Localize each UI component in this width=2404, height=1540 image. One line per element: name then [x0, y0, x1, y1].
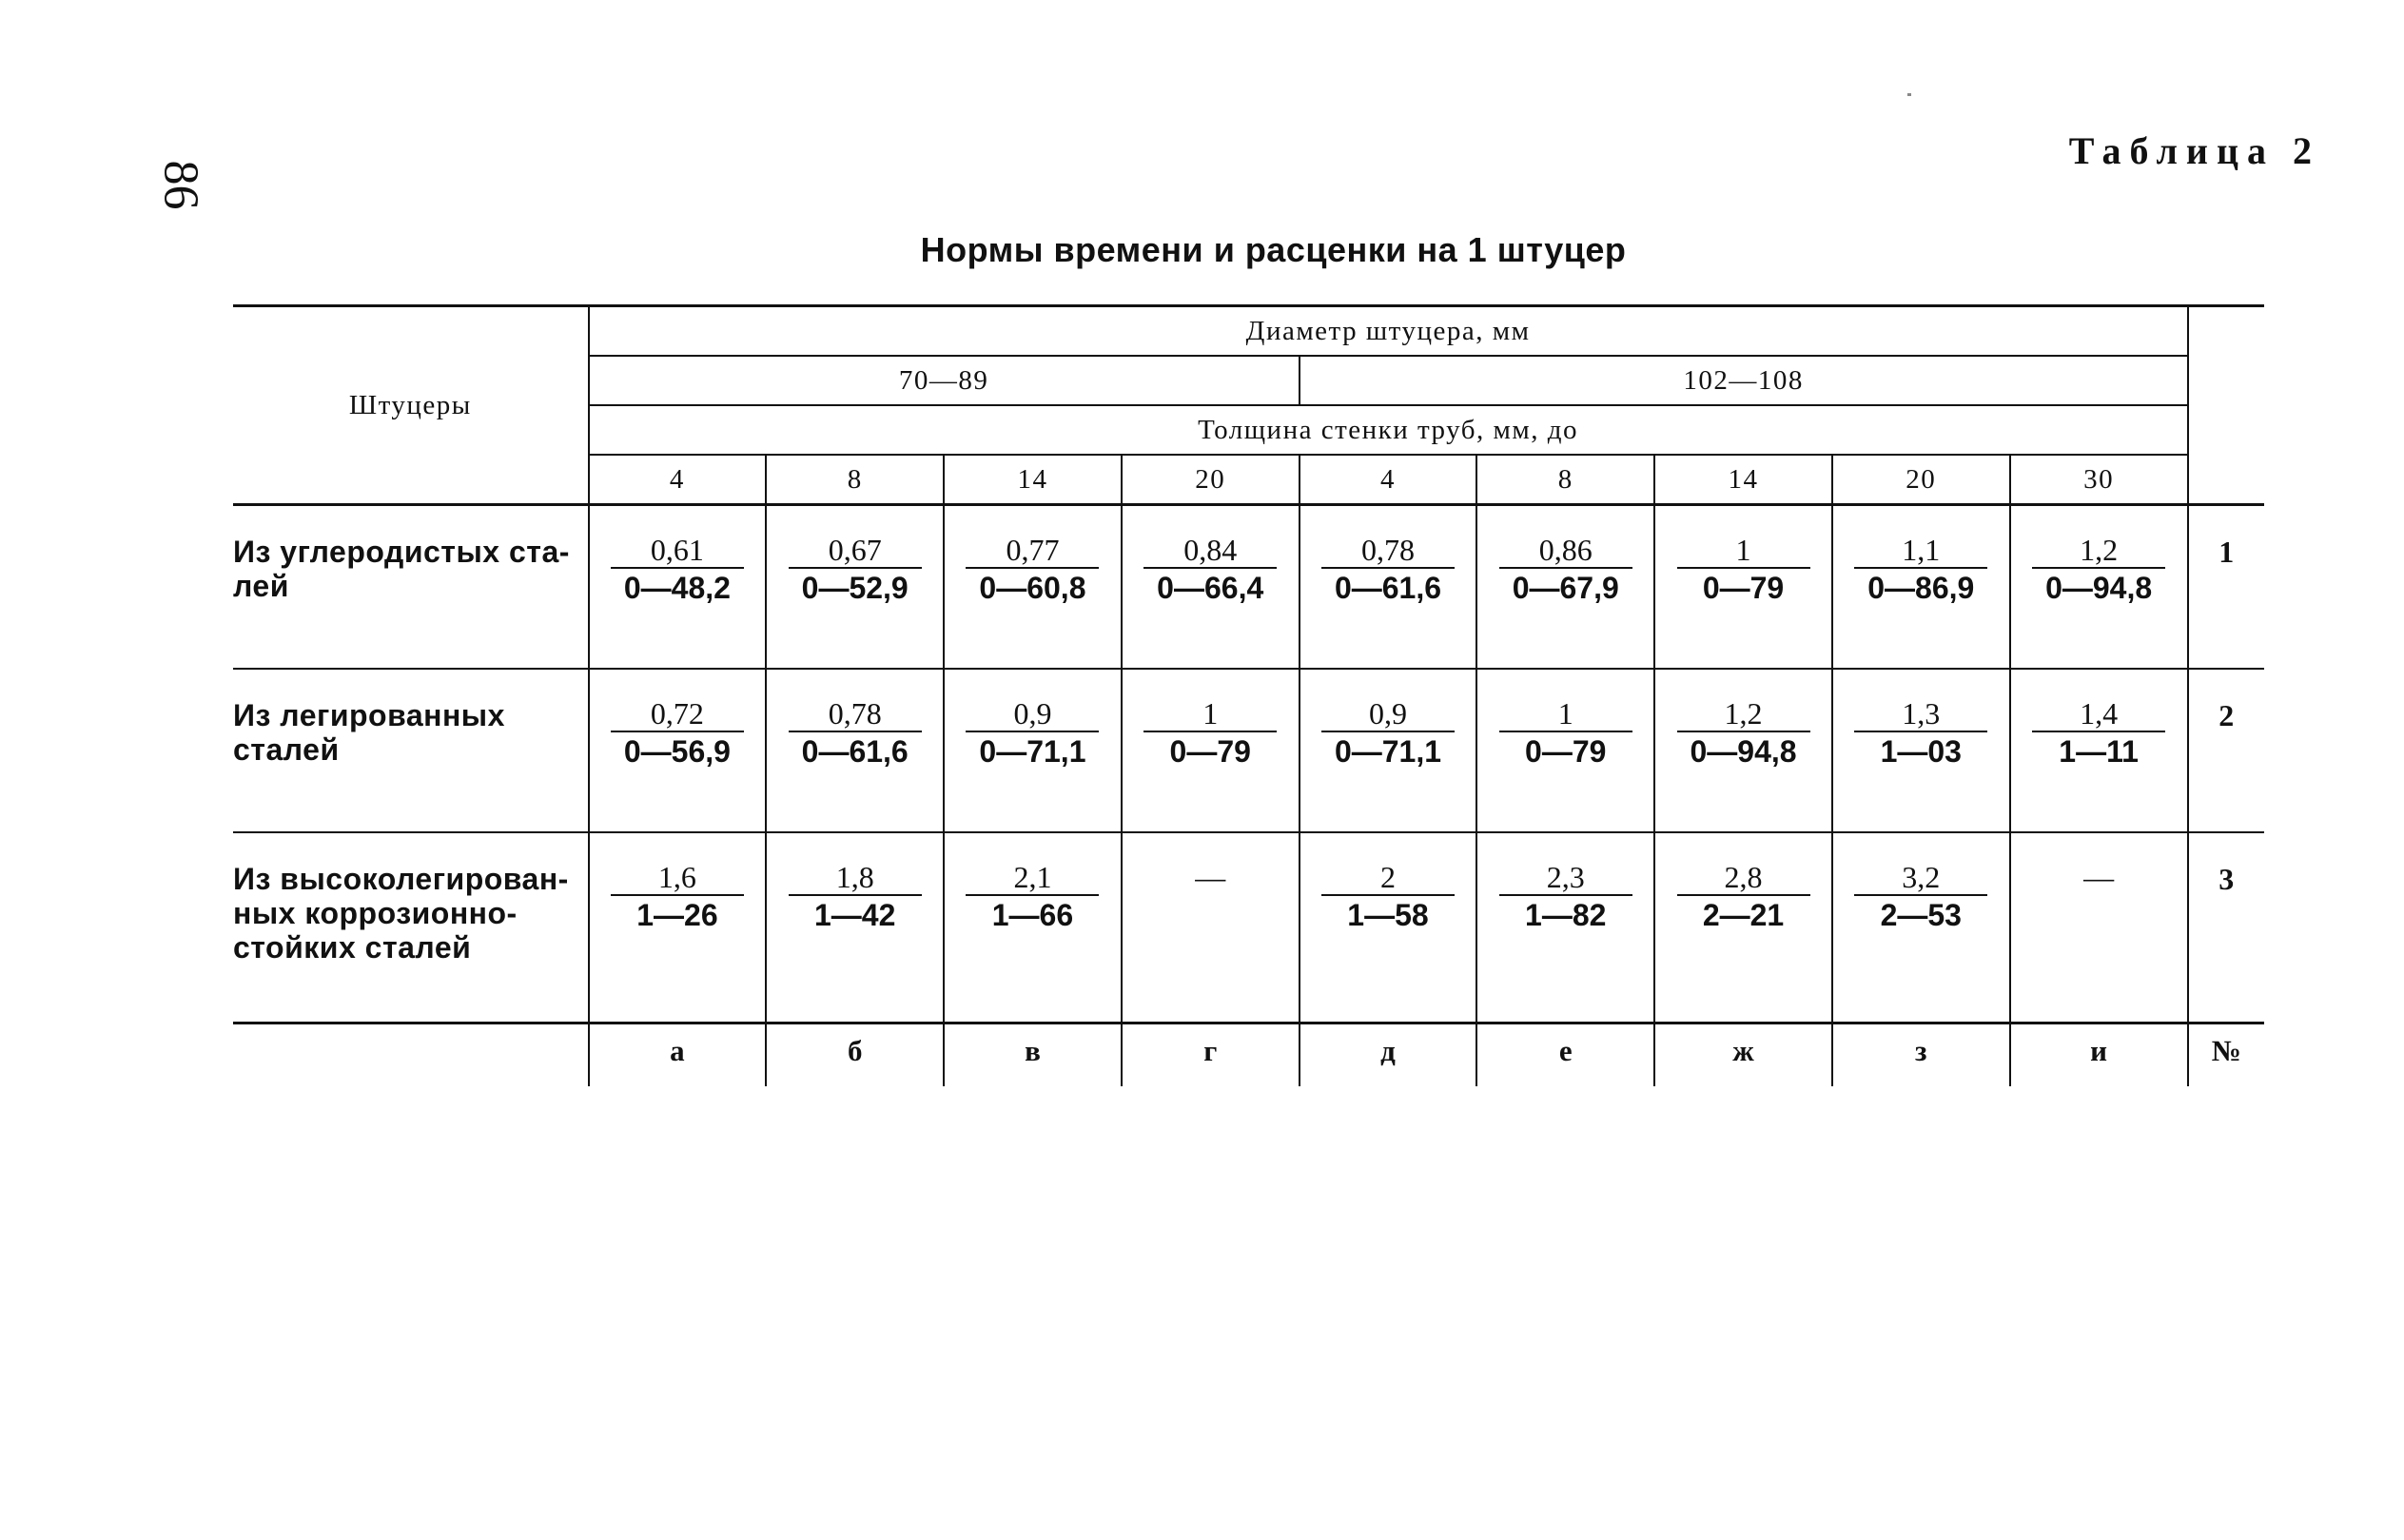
footer-col-5: е: [1476, 1023, 1654, 1087]
footer-col-7: з: [1832, 1023, 2010, 1087]
rate-fraction: [1321, 860, 1455, 934]
table-row: [233, 669, 2264, 832]
rate-fraction: [966, 533, 1099, 607]
time-norm: 1,2: [2032, 533, 2165, 569]
rate-fraction: [1677, 533, 1810, 607]
price-rate: 2—53: [1880, 898, 1962, 932]
rate-fraction: [789, 533, 922, 607]
rate-fraction: [1854, 533, 1987, 607]
price-rate: 0—86,9: [1867, 571, 1975, 605]
price-rate: 0—94,8: [2045, 571, 2153, 605]
price-rate: 0—79: [1525, 734, 1607, 769]
empty-dash: —: [1195, 860, 1226, 894]
cell-r1-c4: [1300, 505, 1477, 670]
cell-r2-c5: [1476, 669, 1654, 832]
empty-dash: —: [2083, 860, 2115, 894]
price-rate: 0—61,6: [1334, 571, 1442, 605]
rate-fraction: [1321, 696, 1455, 770]
footer-col-8: и: [2010, 1023, 2188, 1087]
row-number-2: 2: [2188, 669, 2264, 832]
time-norm: 2,3: [1499, 860, 1632, 896]
table-row: [233, 505, 2264, 670]
footer-row: [233, 1023, 2264, 1087]
price-rate: 0—67,9: [1512, 571, 1619, 605]
cell-r2-c6: [1654, 669, 1832, 832]
time-norm: 0,9: [966, 696, 1099, 732]
time-norm: 0,78: [1321, 533, 1455, 569]
cell-r3-c3: [1122, 832, 1300, 1023]
rate-fraction: [966, 696, 1099, 770]
cell-r3-c8: [2010, 832, 2188, 1023]
rate-fraction: [1143, 696, 1277, 770]
header-diameter: Диаметр штуцера, мм: [589, 306, 2188, 357]
time-norm: 0,77: [966, 533, 1099, 569]
price-rate: 0—79: [1702, 571, 1785, 605]
price-rate: 2—21: [1702, 898, 1785, 932]
rate-fraction: [1499, 533, 1632, 607]
cell-r2-c8: [2010, 669, 2188, 832]
header-thickness-0: 4: [589, 455, 767, 505]
footer-col-3: г: [1122, 1023, 1300, 1087]
header-group-102-108: 102—108: [1300, 356, 2188, 405]
time-norm: 2,1: [966, 860, 1099, 896]
header-no-column: [2188, 306, 2264, 505]
header-thickness-8: 30: [2010, 455, 2188, 505]
price-rate: 0—94,8: [1690, 734, 1797, 769]
footer-col-2: в: [944, 1023, 1122, 1087]
time-norm: 0,84: [1143, 533, 1277, 569]
time-norm: 1,4: [2032, 696, 2165, 732]
footer-blank: [233, 1023, 589, 1087]
time-norm: 1,6: [611, 860, 744, 896]
time-norm: 1,3: [1854, 696, 1987, 732]
cell-r3-c4: [1300, 832, 1477, 1023]
table-body: [233, 505, 2264, 1023]
cell-r3-c1: [766, 832, 944, 1023]
rate-fraction: [1854, 860, 1987, 934]
price-rate: 0—71,1: [979, 734, 1086, 769]
cell-r1-c0: [589, 505, 767, 670]
rate-fraction: [611, 696, 744, 770]
rate-fraction: [2032, 533, 2165, 607]
cell-r3-c7: [1832, 832, 2010, 1023]
cell-r1-c1: [766, 505, 944, 670]
table-row: [233, 832, 2264, 1023]
page-number: 86: [153, 160, 208, 210]
header-wall-thickness: Толщина стенки труб, мм, до: [589, 405, 2188, 455]
cell-r2-c0: [589, 669, 767, 832]
cell-r1-c8: [2010, 505, 2188, 670]
price-rate: 0—56,9: [623, 734, 731, 769]
time-norm: 0,9: [1321, 696, 1455, 732]
time-norm: 1: [1499, 696, 1632, 732]
rate-fraction: [611, 860, 744, 934]
rate-fraction: [1321, 533, 1455, 607]
price-rate: 1—82: [1525, 898, 1607, 932]
time-norm: 1: [1143, 696, 1277, 732]
table-label: Таблица 2: [2068, 129, 2320, 172]
cell-r2-c3: [1122, 669, 1300, 832]
header-thickness-1: 8: [766, 455, 944, 505]
rate-fraction: [789, 860, 922, 934]
time-norm: 0,67: [789, 533, 922, 569]
price-rate: 0—66,4: [1157, 571, 1264, 605]
price-rate: 1—42: [813, 898, 896, 932]
price-rate: 0—71,1: [1334, 734, 1442, 769]
header-thickness-6: 14: [1654, 455, 1832, 505]
rate-fraction: [1499, 696, 1632, 770]
rate-fraction: [1854, 696, 1987, 770]
price-rate: 1—03: [1880, 734, 1962, 769]
cell-r3-c2: [944, 832, 1122, 1023]
scan-speck: [1907, 93, 1911, 96]
row-name-3: Из высоколегирован- ных коррозионно- стойких сталей: [233, 832, 589, 1023]
price-rate: 1—58: [1347, 898, 1429, 932]
footer-no-label: №: [2188, 1023, 2264, 1087]
header-group-70-89: 70—89: [589, 356, 1300, 405]
cell-r2-c2: [944, 669, 1122, 832]
cell-r1-c2: [944, 505, 1122, 670]
rate-fraction: [966, 860, 1099, 934]
price-rate: 1—26: [636, 898, 718, 932]
row-name-2: Из легированных сталей: [233, 669, 589, 832]
price-rate: 0—52,9: [801, 571, 909, 605]
table-title: Нормы времени и расценки на 1 штуцер: [920, 230, 1627, 269]
header-thickness-2: 14: [944, 455, 1122, 505]
rate-fraction: [611, 533, 744, 607]
time-norm: 2,8: [1677, 860, 1810, 896]
row-number-3: 3: [2188, 832, 2264, 1023]
price-rate: 0—79: [1169, 734, 1251, 769]
time-norm: 2: [1321, 860, 1455, 896]
footer-col-4: д: [1300, 1023, 1477, 1087]
header-thickness-5: 8: [1476, 455, 1654, 505]
cell-r2-c4: [1300, 669, 1477, 832]
header-thickness-3: 20: [1122, 455, 1300, 505]
price-rate: 1—11: [2059, 734, 2139, 769]
rate-fraction: [1677, 696, 1810, 770]
time-norm: 1,8: [789, 860, 922, 896]
price-rate: 0—61,6: [801, 734, 909, 769]
cell-r3-c5: [1476, 832, 1654, 1023]
time-norm: 1: [1677, 533, 1810, 569]
cell-r3-c0: [589, 832, 767, 1023]
rate-fraction: [1677, 860, 1810, 934]
norms-table: [233, 304, 2264, 1086]
time-norm: 0,61: [611, 533, 744, 569]
row-number-1: 1: [2188, 505, 2264, 670]
header-thickness-4: 4: [1300, 455, 1477, 505]
footer-col-1: б: [766, 1023, 944, 1087]
cell-r1-c6: [1654, 505, 1832, 670]
rate-fraction: [1143, 533, 1277, 607]
time-norm: 0,86: [1499, 533, 1632, 569]
cell-r2-c7: [1832, 669, 2010, 832]
footer-col-6: ж: [1654, 1023, 1832, 1087]
price-rate: 0—60,8: [979, 571, 1086, 605]
price-rate: 0—48,2: [623, 571, 731, 605]
row-name-1: Из углеродистых ста- лей: [233, 505, 589, 670]
header-thickness-7: 20: [1832, 455, 2010, 505]
cell-r2-c1: [766, 669, 944, 832]
header-fittings: Штуцеры: [233, 306, 589, 505]
cell-r3-c6: [1654, 832, 1832, 1023]
price-rate: 1—66: [991, 898, 1074, 932]
cell-r1-c7: [1832, 505, 2010, 670]
time-norm: 0,78: [789, 696, 922, 732]
time-norm: 3,2: [1854, 860, 1987, 896]
time-norm: 1,2: [1677, 696, 1810, 732]
rate-fraction: [789, 696, 922, 770]
rate-fraction: [2032, 696, 2165, 770]
cell-r1-c5: [1476, 505, 1654, 670]
time-norm: 0,72: [611, 696, 744, 732]
footer-col-0: а: [589, 1023, 767, 1087]
cell-r1-c3: [1122, 505, 1300, 670]
time-norm: 1,1: [1854, 533, 1987, 569]
rate-fraction: [1499, 860, 1632, 934]
